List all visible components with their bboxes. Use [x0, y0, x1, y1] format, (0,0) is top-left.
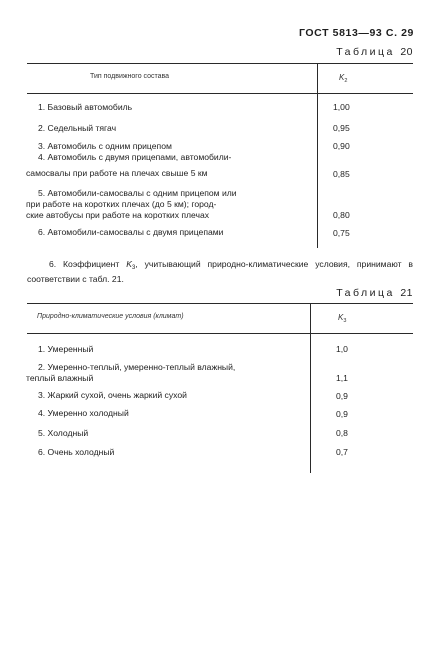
line: 2. Седельный тягач: [38, 123, 117, 133]
paragraph-text-start: 6. Коэффициент: [49, 259, 127, 269]
table-20-header-border: [27, 93, 413, 94]
table-20-row-4-label: [26, 152, 232, 179]
table-20-col-header-k2: [339, 73, 347, 84]
k3-header-letter: K: [338, 313, 344, 322]
table-21-caption-word: Таблица: [336, 287, 395, 299]
table-21-col-header-climate: Природно-климатические условия (климат): [37, 313, 184, 320]
line: 6. Очень холодный: [38, 447, 115, 457]
table-20-column-divider: [317, 63, 318, 248]
table-20-row-5-label: [26, 188, 237, 221]
line: 1. Умеренный: [38, 344, 94, 354]
table-21-row-6-value: 0,7: [336, 447, 348, 457]
table-20-caption: [336, 46, 413, 58]
k2-letter: K: [339, 73, 345, 82]
table-20-row-2-value: 0,95: [333, 123, 350, 133]
line: 5. Автомобили-самосвалы с одним прицепом или: [38, 188, 237, 198]
line: при работе на коротких плечах (до 5 км); город-: [26, 199, 217, 209]
table-21-row-3-label: [38, 390, 187, 401]
table-21-row-6-label: [38, 447, 114, 458]
table-20-row-6-label: [38, 227, 223, 238]
table-20-row-4-value: 0,85: [333, 169, 350, 179]
line: теплый влажный: [26, 373, 94, 383]
table-21-column-divider: [310, 303, 311, 473]
table-21-caption-number: 21: [400, 287, 413, 299]
table-21-row-4-label: [38, 408, 129, 419]
table-21-row-4-value: 0,9: [336, 409, 348, 419]
line: 5. Холодный: [38, 428, 89, 438]
table-21-row-5-value: 0,8: [336, 428, 348, 438]
table-21-row-3-value: 0,9: [336, 391, 348, 401]
k3-subscript: 3: [131, 265, 136, 271]
table-20-row-2-label: [38, 123, 116, 134]
line: 1. Базовый автомобиль: [38, 102, 133, 112]
line: самосвалы при работе на плечах свыше 5 км: [26, 168, 208, 178]
table-20-row-3-label: [38, 141, 172, 152]
table-21-row-1-label: [38, 344, 93, 355]
k3-letter: K: [126, 259, 132, 269]
table-21-row-5-label: [38, 428, 88, 439]
line: 4. Умеренно холодный: [38, 408, 129, 418]
table-20-top-border: [27, 63, 413, 64]
table-20-row-1-value: 1,00: [333, 102, 350, 112]
line: 3. Жаркий сухой, очень жаркий сухой: [38, 390, 187, 400]
table-21-caption: [336, 287, 413, 299]
table-20-row-3-value: 0,90: [333, 141, 350, 151]
table-20-caption-number: 20: [400, 46, 413, 58]
k2-subscript: 2: [344, 78, 348, 84]
paragraph-k3: [27, 259, 413, 285]
table-21-header-border: [27, 333, 413, 334]
line: 6. Автомобили-самосвалы с двумя прицепами: [38, 227, 224, 237]
table-21-row-1-value: 1,0: [336, 344, 348, 354]
table-21-top-border: [27, 303, 413, 304]
table-20-col-header-type: Тип подвижного состава: [90, 73, 170, 80]
table-20-row-1-label: [38, 102, 132, 113]
table-21-row-2-label: [26, 362, 236, 384]
line: 2. Умеренно-теплый, умеренно-теплый влажный,: [38, 362, 236, 372]
k3-header-subscript: 3: [343, 318, 347, 324]
table-20-row-5-value: 0,80: [333, 210, 350, 220]
line: 3. Автомобиль с одним прицепом: [38, 141, 172, 151]
paragraph-text-end: , учитывающий природно-климатические условия, принимают в соответствии с табл. 21.: [27, 259, 413, 284]
table-20-row-6-value: 0,75: [333, 228, 350, 238]
page-header: ГОСТ 5813—93 С. 29: [299, 27, 414, 39]
table-21-col-header-k3: [338, 313, 346, 324]
table-20-caption-word: Таблица: [336, 46, 395, 58]
table-21-row-2-value: 1,1: [336, 373, 348, 383]
line: 4. Автомобиль с двумя прицепами, автомобили-: [38, 152, 232, 162]
line: ские автобусы при работе на коротких плечах: [26, 210, 210, 220]
